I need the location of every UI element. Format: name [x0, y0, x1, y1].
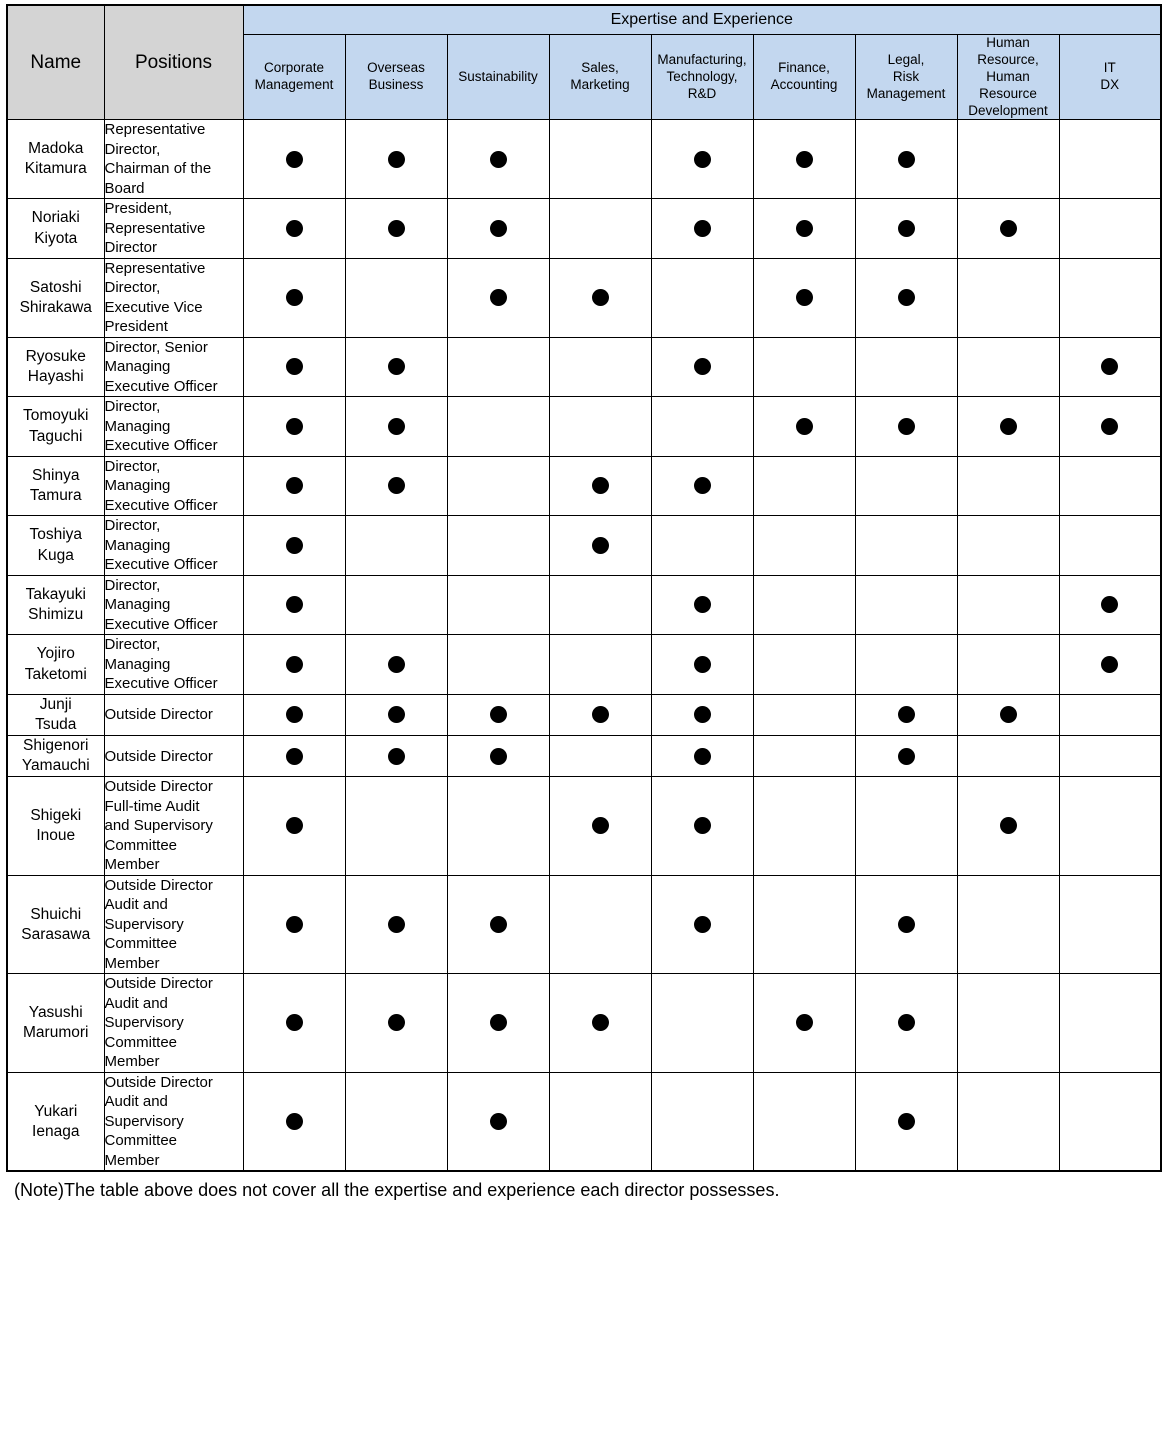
header-skill-overseas-business: Overseas Business	[345, 35, 447, 120]
skill-cell	[345, 516, 447, 576]
skill-cell	[855, 635, 957, 695]
skill-cell	[447, 456, 549, 516]
header-skill-finance-accounting: Finance, Accounting	[753, 35, 855, 120]
skill-cell	[957, 875, 1059, 974]
filled-circle-icon	[796, 220, 813, 237]
skill-cell	[243, 694, 345, 735]
director-name: Yasushi Marumori	[7, 974, 104, 1073]
skill-cell	[855, 736, 957, 777]
table-row	[7, 575, 1161, 635]
filled-circle-icon	[592, 1014, 609, 1031]
header-positions: Positions	[104, 5, 243, 120]
header-skill-sustainability: Sustainability	[447, 35, 549, 120]
skill-cell	[447, 397, 549, 457]
skill-cell	[447, 875, 549, 974]
skill-cell	[1059, 199, 1161, 259]
filled-circle-icon	[490, 1113, 507, 1130]
skill-cell	[957, 337, 1059, 397]
filled-circle-icon	[286, 1014, 303, 1031]
filled-circle-icon	[388, 418, 405, 435]
skill-cell	[549, 397, 651, 457]
table-body	[7, 120, 1161, 1172]
table-row	[7, 694, 1161, 735]
skill-cell	[549, 777, 651, 876]
skill-cell	[345, 397, 447, 457]
filled-circle-icon	[388, 748, 405, 765]
skill-cell	[447, 694, 549, 735]
table-row	[7, 516, 1161, 576]
filled-circle-icon	[490, 706, 507, 723]
director-name: Madoka Kitamura	[7, 120, 104, 199]
skill-cell	[753, 120, 855, 199]
skill-cell	[957, 575, 1059, 635]
skill-cell	[753, 575, 855, 635]
skill-cell	[549, 516, 651, 576]
skill-cell	[447, 258, 549, 337]
skill-cell	[345, 736, 447, 777]
filled-circle-icon	[796, 289, 813, 306]
filled-circle-icon	[796, 1014, 813, 1031]
filled-circle-icon	[490, 151, 507, 168]
skill-cell	[753, 258, 855, 337]
filled-circle-icon	[898, 289, 915, 306]
table-note: (Note)The table above does not cover all the expertise and experience each director possesses.	[14, 1180, 780, 1201]
filled-circle-icon	[388, 706, 405, 723]
skill-cell	[345, 694, 447, 735]
filled-circle-icon	[1101, 358, 1118, 375]
skill-cell	[855, 1072, 957, 1171]
skill-cell	[753, 1072, 855, 1171]
skill-cell	[651, 736, 753, 777]
skill-cell	[345, 575, 447, 635]
skill-cell	[957, 397, 1059, 457]
table-row	[7, 337, 1161, 397]
filled-circle-icon	[286, 289, 303, 306]
filled-circle-icon	[898, 706, 915, 723]
director-position: Outside Director Audit and Supervisory Committee Member	[104, 875, 243, 974]
skill-cell	[651, 875, 753, 974]
table-row	[7, 456, 1161, 516]
skill-cell	[855, 258, 957, 337]
skill-cell	[957, 694, 1059, 735]
filled-circle-icon	[286, 916, 303, 933]
skill-cell	[1059, 736, 1161, 777]
skill-cell	[855, 456, 957, 516]
skill-cell	[243, 875, 345, 974]
skill-cell	[957, 635, 1059, 695]
skill-cell	[651, 694, 753, 735]
director-position: Director, Managing Executive Officer	[104, 397, 243, 457]
skill-cell	[1059, 575, 1161, 635]
filled-circle-icon	[286, 1113, 303, 1130]
director-name: Yojiro Taketomi	[7, 635, 104, 695]
filled-circle-icon	[1000, 706, 1017, 723]
skill-cell	[243, 516, 345, 576]
filled-circle-icon	[592, 817, 609, 834]
filled-circle-icon	[388, 916, 405, 933]
filled-circle-icon	[490, 748, 507, 765]
director-name: Noriaki Kiyota	[7, 199, 104, 259]
skill-cell	[855, 397, 957, 457]
director-position: Director, Senior Managing Executive Officer	[104, 337, 243, 397]
skill-cell	[447, 1072, 549, 1171]
skill-cell	[549, 694, 651, 735]
skill-cell	[1059, 337, 1161, 397]
skill-cell	[243, 974, 345, 1073]
skill-cell	[345, 199, 447, 259]
skill-cell	[957, 1072, 1059, 1171]
director-name: Shigeki Inoue	[7, 777, 104, 876]
filled-circle-icon	[490, 220, 507, 237]
skill-cell	[651, 337, 753, 397]
header-skill-sales-marketing: Sales, Marketing	[549, 35, 651, 120]
filled-circle-icon	[286, 151, 303, 168]
filled-circle-icon	[592, 289, 609, 306]
filled-circle-icon	[1000, 220, 1017, 237]
skill-cell	[549, 1072, 651, 1171]
skill-cell	[243, 397, 345, 457]
director-position: Representative Director, Executive Vice President	[104, 258, 243, 337]
skill-cell	[549, 875, 651, 974]
table-row	[7, 875, 1161, 974]
skill-cell	[753, 736, 855, 777]
skill-cell	[549, 199, 651, 259]
skill-cell	[651, 456, 753, 516]
header-skill-it-dx: IT DX	[1059, 35, 1161, 120]
skill-cell	[345, 258, 447, 337]
skill-cell	[447, 516, 549, 576]
skill-cell	[1059, 456, 1161, 516]
filled-circle-icon	[592, 477, 609, 494]
filled-circle-icon	[388, 656, 405, 673]
filled-circle-icon	[1000, 817, 1017, 834]
filled-circle-icon	[898, 916, 915, 933]
header-skill-human-resource: Human Resource, Human Resource Development	[957, 35, 1059, 120]
filled-circle-icon	[286, 706, 303, 723]
director-position: Director, Managing Executive Officer	[104, 635, 243, 695]
filled-circle-icon	[286, 596, 303, 613]
skill-cell	[243, 1072, 345, 1171]
director-position: Director, Managing Executive Officer	[104, 516, 243, 576]
skill-cell	[447, 974, 549, 1073]
filled-circle-icon	[388, 477, 405, 494]
table-row	[7, 736, 1161, 777]
skill-cell	[753, 777, 855, 876]
filled-circle-icon	[286, 220, 303, 237]
skill-cell	[855, 337, 957, 397]
table-header	[7, 5, 1161, 120]
skill-cell	[1059, 875, 1161, 974]
skill-cell	[753, 337, 855, 397]
filled-circle-icon	[694, 706, 711, 723]
director-name: Toshiya Kuga	[7, 516, 104, 576]
header-skill-manufacturing-technology-rd: Manufacturing, Technology, R&D	[651, 35, 753, 120]
filled-circle-icon	[898, 1113, 915, 1130]
skill-cell	[549, 337, 651, 397]
filled-circle-icon	[1101, 418, 1118, 435]
skill-cell	[957, 974, 1059, 1073]
skill-cell	[753, 199, 855, 259]
filled-circle-icon	[490, 916, 507, 933]
table-row	[7, 120, 1161, 199]
table-row	[7, 974, 1161, 1073]
filled-circle-icon	[694, 596, 711, 613]
director-name: Shinya Tamura	[7, 456, 104, 516]
director-name: Yukari Ienaga	[7, 1072, 104, 1171]
skill-cell	[651, 974, 753, 1073]
skill-cell	[855, 575, 957, 635]
filled-circle-icon	[694, 916, 711, 933]
filled-circle-icon	[694, 656, 711, 673]
skill-cell	[345, 777, 447, 876]
filled-circle-icon	[286, 418, 303, 435]
skill-cell	[855, 777, 957, 876]
filled-circle-icon	[286, 358, 303, 375]
filled-circle-icon	[490, 289, 507, 306]
skill-cell	[447, 337, 549, 397]
filled-circle-icon	[898, 220, 915, 237]
skill-cell	[651, 575, 753, 635]
table-row	[7, 397, 1161, 457]
filled-circle-icon	[592, 537, 609, 554]
skill-cell	[345, 1072, 447, 1171]
skill-cell	[753, 635, 855, 695]
skill-cell	[1059, 516, 1161, 576]
filled-circle-icon	[898, 151, 915, 168]
table-row	[7, 258, 1161, 337]
skill-cell	[957, 120, 1059, 199]
skill-cell	[855, 974, 957, 1073]
skill-cell	[549, 120, 651, 199]
filled-circle-icon	[1000, 418, 1017, 435]
skill-cell	[1059, 397, 1161, 457]
skill-cell	[345, 337, 447, 397]
filled-circle-icon	[1101, 656, 1118, 673]
skill-cell	[549, 635, 651, 695]
skill-cell	[651, 397, 753, 457]
director-position: Outside Director Audit and Supervisory Committee Member	[104, 974, 243, 1073]
skill-cell	[447, 199, 549, 259]
filled-circle-icon	[694, 748, 711, 765]
skill-cell	[1059, 777, 1161, 876]
header-name: Name	[7, 5, 104, 120]
skill-cell	[957, 777, 1059, 876]
filled-circle-icon	[592, 706, 609, 723]
header-skill-corporate-management: Corporate Management	[243, 35, 345, 120]
filled-circle-icon	[898, 1014, 915, 1031]
skill-cell	[549, 258, 651, 337]
skill-cell	[243, 456, 345, 516]
director-position: Outside Director Audit and Supervisory Committee Member	[104, 1072, 243, 1171]
skill-cell	[1059, 258, 1161, 337]
filled-circle-icon	[286, 748, 303, 765]
director-position: President, Representative Director	[104, 199, 243, 259]
skill-cell	[1059, 694, 1161, 735]
filled-circle-icon	[1101, 596, 1118, 613]
skill-cell	[753, 397, 855, 457]
director-position: Director, Managing Executive Officer	[104, 456, 243, 516]
filled-circle-icon	[286, 817, 303, 834]
skill-cell	[651, 516, 753, 576]
skill-cell	[753, 456, 855, 516]
filled-circle-icon	[694, 220, 711, 237]
filled-circle-icon	[694, 358, 711, 375]
skill-cell	[243, 337, 345, 397]
skill-cell	[957, 516, 1059, 576]
skill-cell	[957, 258, 1059, 337]
skill-cell	[651, 635, 753, 695]
director-position: Outside Director Full-time Audit and Supervisory Committee Member	[104, 777, 243, 876]
filled-circle-icon	[388, 1014, 405, 1031]
table-row	[7, 777, 1161, 876]
header-skill-legal-risk-management: Legal, Risk Management	[855, 35, 957, 120]
filled-circle-icon	[898, 748, 915, 765]
director-position: Outside Director	[104, 736, 243, 777]
skill-cell	[855, 199, 957, 259]
skill-cell	[243, 777, 345, 876]
director-name: Shigenori Yamauchi	[7, 736, 104, 777]
skill-cell	[345, 635, 447, 695]
skill-cell	[957, 199, 1059, 259]
skill-cell	[753, 974, 855, 1073]
skill-cell	[1059, 1072, 1161, 1171]
filled-circle-icon	[898, 418, 915, 435]
director-position: Representative Director, Chairman of the Board	[104, 120, 243, 199]
skill-cell	[957, 456, 1059, 516]
table-row	[7, 199, 1161, 259]
director-name: Junji Tsuda	[7, 694, 104, 735]
skill-cell	[549, 736, 651, 777]
skill-cell	[345, 974, 447, 1073]
skill-cell	[243, 199, 345, 259]
skill-cell	[447, 635, 549, 695]
filled-circle-icon	[286, 656, 303, 673]
header-expertise-group: Expertise and Experience	[243, 5, 1161, 35]
skill-cell	[447, 120, 549, 199]
skill-cell	[651, 258, 753, 337]
skill-cell	[549, 456, 651, 516]
table-row	[7, 1072, 1161, 1171]
director-position: Outside Director	[104, 694, 243, 735]
skill-cell	[243, 635, 345, 695]
director-name: Shuichi Sarasawa	[7, 875, 104, 974]
director-position: Director, Managing Executive Officer	[104, 575, 243, 635]
table-row	[7, 635, 1161, 695]
skill-cell	[549, 974, 651, 1073]
skill-cell	[855, 516, 957, 576]
director-name: Satoshi Shirakawa	[7, 258, 104, 337]
filled-circle-icon	[694, 477, 711, 494]
director-name: Takayuki Shimizu	[7, 575, 104, 635]
skill-cell	[651, 199, 753, 259]
skill-cell	[243, 575, 345, 635]
skill-cell	[447, 777, 549, 876]
filled-circle-icon	[388, 358, 405, 375]
skill-cell	[1059, 635, 1161, 695]
skill-cell	[447, 575, 549, 635]
skill-cell	[1059, 974, 1161, 1073]
skill-cell	[243, 120, 345, 199]
filled-circle-icon	[388, 220, 405, 237]
skill-cell	[753, 516, 855, 576]
filled-circle-icon	[388, 151, 405, 168]
skill-cell	[345, 456, 447, 516]
skill-matrix-table	[6, 4, 1162, 1172]
filled-circle-icon	[796, 418, 813, 435]
skill-cell	[243, 258, 345, 337]
skill-cell	[957, 736, 1059, 777]
skill-cell	[753, 875, 855, 974]
skill-cell	[447, 736, 549, 777]
filled-circle-icon	[694, 151, 711, 168]
skill-cell	[855, 875, 957, 974]
skill-cell	[651, 1072, 753, 1171]
skill-cell	[651, 777, 753, 876]
skill-cell	[345, 120, 447, 199]
skill-cell	[549, 575, 651, 635]
director-name: Tomoyuki Taguchi	[7, 397, 104, 457]
skill-cell	[1059, 120, 1161, 199]
filled-circle-icon	[286, 537, 303, 554]
filled-circle-icon	[286, 477, 303, 494]
skill-cell	[243, 736, 345, 777]
skill-cell	[855, 694, 957, 735]
skill-cell	[753, 694, 855, 735]
skill-cell	[855, 120, 957, 199]
skill-cell	[651, 120, 753, 199]
group-header-row	[7, 5, 1161, 35]
filled-circle-icon	[490, 1014, 507, 1031]
filled-circle-icon	[796, 151, 813, 168]
skill-cell	[345, 875, 447, 974]
filled-circle-icon	[694, 817, 711, 834]
director-name: Ryosuke Hayashi	[7, 337, 104, 397]
